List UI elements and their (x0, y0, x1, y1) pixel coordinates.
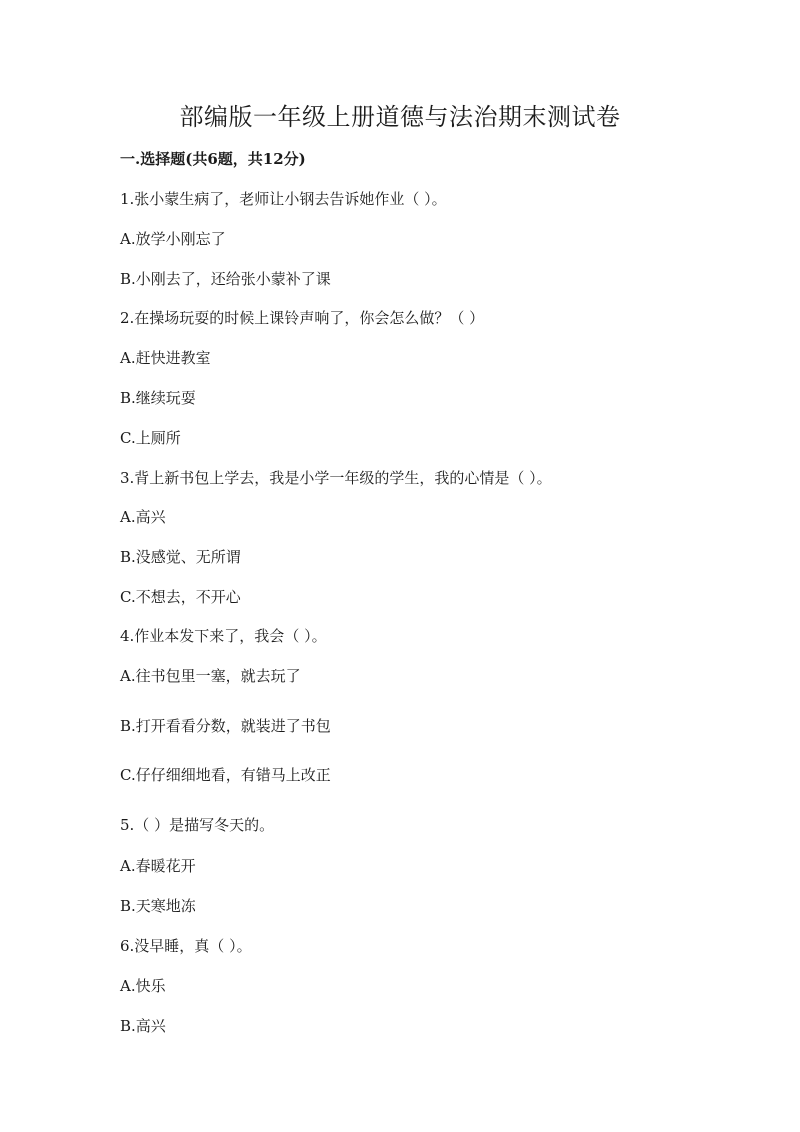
option-1b: B.小刚去了，还给张小蒙补了课 (120, 270, 331, 288)
option-3b: B.没感觉、无所谓 (120, 548, 241, 566)
option-3a: A.高兴 (120, 508, 166, 526)
option-1a: A.放学小刚忘了 (120, 230, 226, 248)
question-stem-2: 2.在操场玩耍的时候上课铃声响了，你会怎么做？（ ） (120, 309, 485, 327)
question-stem-6: 6.没早睡，真（ ）。 (120, 937, 252, 955)
option-6a: A.快乐 (120, 977, 166, 995)
option-4c: C.仔仔细细地看，有错马上改正 (120, 766, 331, 784)
section-heading: 一.选择题(共6题，共12分) (120, 150, 306, 168)
option-6b: B.高兴 (120, 1017, 166, 1035)
page-title: 部编版一年级上册道德与法治期末测试卷 (179, 103, 621, 131)
question-stem-1: 1.张小蒙生病了，老师让小钢去告诉她作业（ ）。 (120, 190, 447, 208)
option-4b: B.打开看看分数，就装进了书包 (120, 717, 331, 735)
option-2a: A.赶快进教室 (120, 349, 211, 367)
option-5b: B.天寒地冻 (120, 897, 196, 915)
option-2b: B.继续玩耍 (120, 389, 196, 407)
option-5a: A.春暖花开 (120, 857, 196, 875)
question-stem-4: 4.作业本发下来了，我会（ ）。 (120, 627, 327, 645)
option-4a: A.往书包里一塞，就去玩了 (120, 667, 301, 685)
question-stem-3: 3.背上新书包上学去，我是小学一年级的学生，我的心情是（ ）。 (120, 469, 552, 487)
question-stem-5: 5.（ ）是描写冬天的。 (120, 816, 275, 834)
option-2c: C.上厕所 (120, 429, 181, 447)
option-3c: C.不想去，不开心 (120, 588, 241, 606)
